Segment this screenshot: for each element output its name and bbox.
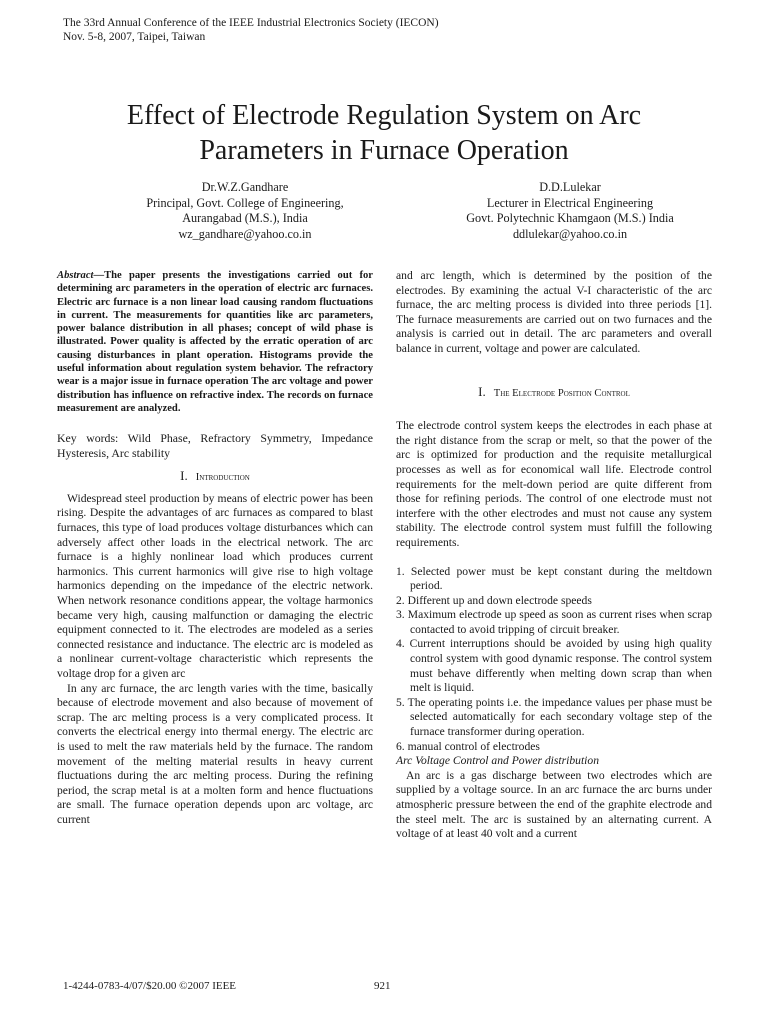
page-number: 921 bbox=[374, 980, 391, 992]
title-line-2: Parameters in Furnace Operation bbox=[199, 135, 569, 166]
section-heading-introduction bbox=[57, 469, 373, 486]
conference-name: The 33rd Annual Conference of the IEEE Industrial Electronics Society (IECON) bbox=[63, 17, 439, 29]
list-item: 6. manual control of electrodes bbox=[396, 739, 540, 753]
abstract-label: Abstract bbox=[57, 270, 94, 281]
author-email: wz_gandhare@yahoo.co.in bbox=[178, 226, 312, 241]
section-heading-electrode-control bbox=[396, 385, 712, 402]
author-place: Govt. Polytechnic Khamgaon (M.S.) India bbox=[466, 211, 674, 225]
list-item: 3. Maximum electrode up speed as soon as current rises when scrap contacted to avoid tripping of circuit breaker. bbox=[396, 608, 712, 636]
list-item: 4. Current interruptions should be avoided by using high quality control system with good dynamic response. The control system must behave differently when melting down scrap than when melt is liquid. bbox=[396, 637, 712, 695]
footer-isbn: 1-4244-0783-4/07/$20.00 ©2007 IEEE bbox=[63, 980, 237, 992]
abstract-dash: — bbox=[93, 270, 105, 281]
intro-paragraph-1: Widespread steel production by means of electric power has been rising. Despite the advantages of arc furnaces as compared to blast furnaces, this type of load produces voltage disturbances which can adversely affect other loads in the electrical network. The arc furnace is a highly nonlinear load which produces current harmonics. This current harmonics will give rise to high voltage harmonics depending on the impedance of the electric network. When network resonance conditions appear, the voltage harmonics became very high, causing malfunction or damaging the electric equipment connected to it. The electrodes are modeled as a series connected resistance and inductance. The electric arc is modeled as a nonlinear current-voltage characteristic which represents the voltage drop for a given arc bbox=[57, 491, 373, 680]
subsection-paragraph: An arc is a gas discharge between two electrodes which are supplied by a voltage source. In an arc furnace the arc burns under atmospheric pressure between the end of the graphite electrode and the steel melt. The arc is sustained by an alternating current. A voltage of at least 40 volt and a current bbox=[396, 768, 712, 841]
list-item: 5. The operating points i.e. the impedance values per phase must be selected automatically for each secondary voltage step of the furnace transformer during operation. bbox=[396, 695, 712, 739]
intro-paragraph-3: and arc length, which is determined by the position of the electrodes. By examining the actual V-I characteristic of the arc furnace, the arc melting process is divided into three periods [1]. The furnace measurements are carried out on two furnaces and the analysis is carried out in detail. The arc parameters and overall balance in current, voltage and power are calculated. bbox=[396, 269, 712, 355]
keywords: Key words: Wild Phase, Refractory Symmetry, Impedance Hysteresis, Arc stability bbox=[57, 431, 373, 461]
author-role: Principal, Govt. College of Engineering, bbox=[146, 195, 344, 210]
author-name: Dr.W.Z.Gandhare bbox=[201, 180, 289, 194]
right-column bbox=[396, 269, 712, 842]
section-number: I. bbox=[180, 468, 188, 484]
author-1 bbox=[110, 180, 380, 242]
conference-date: Nov. 5-8, 2007, Taipei, Taiwan bbox=[63, 31, 206, 43]
requirements-list bbox=[396, 565, 712, 755]
conference-header bbox=[63, 16, 439, 44]
title-line-1: Effect of Electrode Regulation System on Arc bbox=[126, 100, 642, 131]
electrode-control-paragraph: The electrode control system keeps the electrodes in each phase at the right distance from the scrap or melt, so that the power of the arc is optimized for production and the requisite metallurgical processes as well as for economical wall life. Electrode control requirements for the melt-down period are quite different from those for refining periods. The control of one electrode must not interfere with the other electrodes and must not cause any system stability. The electrode control system must fulfill the following requirements. bbox=[396, 419, 712, 549]
subsection-heading: Arc Voltage Control and Power distribution bbox=[396, 754, 599, 768]
author-name: D.D.Lulekar bbox=[539, 180, 601, 194]
intro-paragraph-2: In any arc furnace, the arc length varies with the time, basically because of electrode movement and also because of movement of scrap. The arc melting process is a very complicated process. It converts the electrical energy into thermal energy. The electric arc is used to melt the raw materials held by the furnace. The random movement of the melting material results in heavy current fluctuations during the arc melting process. During the refining period, the scrap metal is at a molten form and hence fluctuations are small. The furnace operation depends upon arc voltage, arc current bbox=[57, 681, 373, 826]
section-title: Introduction bbox=[195, 472, 250, 484]
paper-title bbox=[60, 98, 708, 168]
list-item: 1. Selected power must be kept constant during the meltdown period. bbox=[396, 564, 712, 593]
left-column bbox=[57, 269, 373, 828]
author-email: ddlulekar@yahoo.co.in bbox=[512, 226, 628, 241]
author-place: Aurangabad (M.S.), India bbox=[182, 211, 308, 225]
abstract-text: The paper presents the investigations carried out for determining arc parameters in the operation of electric arc furnaces. Electric arc furnace is a non linear load causing random fluctuations in current. The measurements for quantities like arc parameters, power balance distribution in all phases; concept of wild phase is illustrated. Power quality is affected by the erratic operation of arc causing disturbances in plant operation. Histograms provide the useful information about regulation system behavior. The refractory wear is a major issue in furnace operation The arc voltage and power distribution has influence on refractive index. The records on furnace measurement are analyzed. bbox=[57, 270, 373, 414]
section-title: The Electrode Position Control bbox=[493, 387, 630, 399]
author-2 bbox=[420, 180, 720, 242]
abstract bbox=[57, 269, 373, 415]
section-number: I. bbox=[478, 383, 486, 399]
author-role: Lecturer in Electrical Engineering bbox=[486, 195, 654, 210]
list-item: 2. Different up and down electrode speeds bbox=[396, 593, 592, 607]
